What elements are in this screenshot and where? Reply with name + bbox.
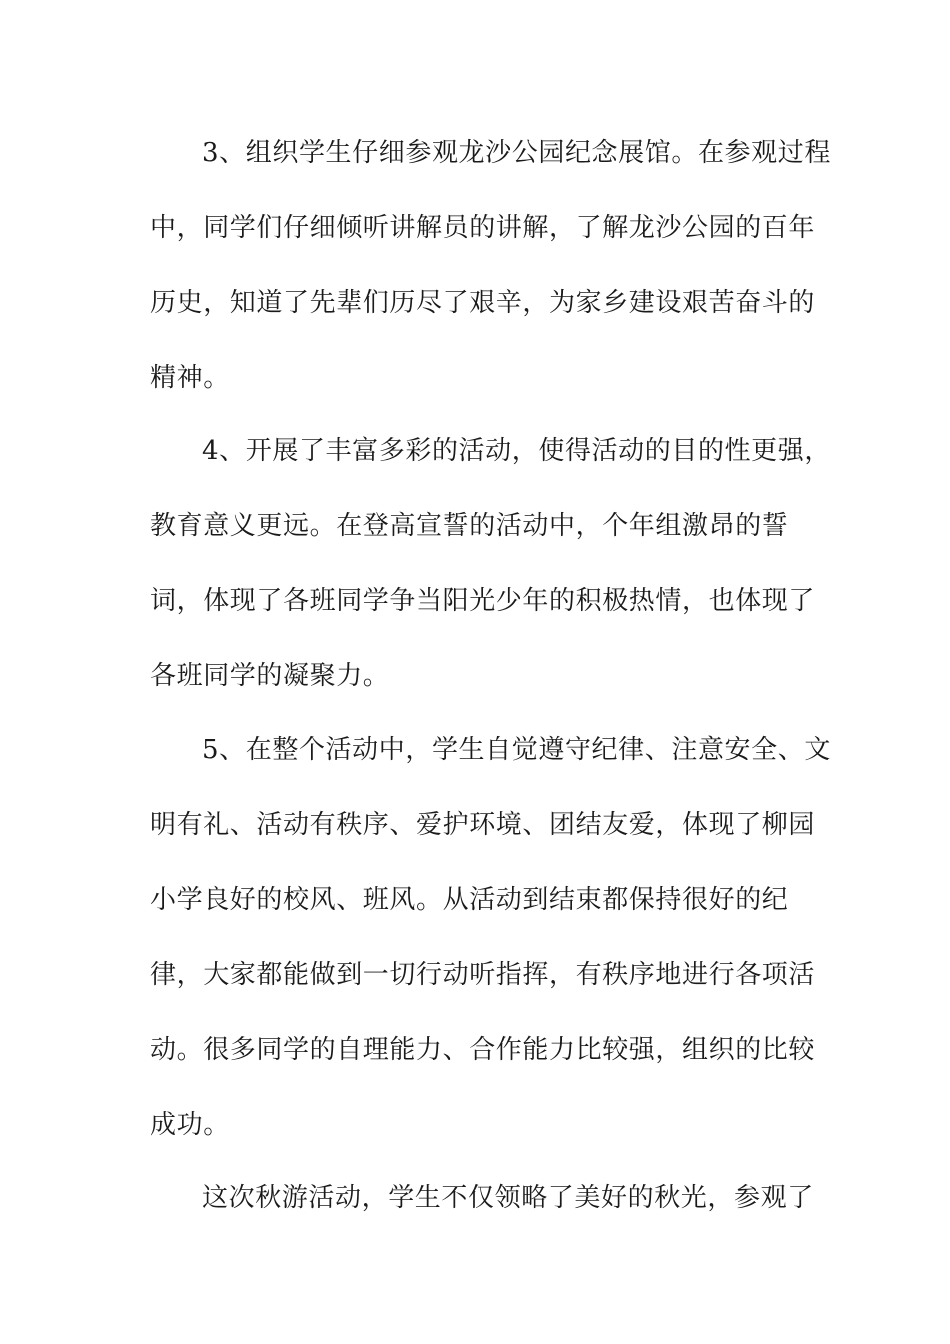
paragraph-4-line-2: 教育意义更远。在登高宣誓的活动中，个年组激昂的誓 xyxy=(150,511,789,541)
paragraph-5-line-2: 明有礼、活动有秩序、爱护环境、团结友爱，体现了柳园 xyxy=(150,810,816,840)
paragraph-5-line-5: 动。很多同学的自理能力、合作能力比较强，组织的比较 xyxy=(150,1035,816,1065)
paragraph-5-line-3: 小学良好的校风、班风。从活动到结束都保持很好的纪 xyxy=(150,885,789,915)
paragraph-5-line-1: 5、在整个活动中，学生自觉遵守纪律、注意安全、文 xyxy=(202,735,831,765)
paragraph-3-line-4: 精神。 xyxy=(150,363,230,393)
paragraph-3-line-2: 中，同学们仔细倾听讲解员的讲解，了解龙沙公园的百年 xyxy=(150,213,816,243)
paragraph-4-line-4: 各班同学的凝聚力。 xyxy=(150,661,390,691)
paragraph-3-line-1: 3、组织学生仔细参观龙沙公园纪念展馆。在参观过程 xyxy=(202,138,831,168)
paragraph-5-line-6: 成功。 xyxy=(150,1110,230,1140)
paragraph-4-line-1: 4、开展了丰富多彩的活动，使得活动的目的性更强， xyxy=(202,436,831,466)
paragraph-3-line-3: 历史，知道了先辈们历尽了艰辛，为家乡建设艰苦奋斗的 xyxy=(150,288,816,318)
paragraph-5-line-4: 律，大家都能做到一切行动听指挥，有秩序地进行各项活 xyxy=(150,960,816,990)
paragraph-6-line-1: 这次秋游活动，学生不仅领略了美好的秋光，参观了 xyxy=(202,1183,814,1213)
paragraph-4-line-3: 词，体现了各班同学争当阳光少年的积极热情，也体现了 xyxy=(150,586,816,616)
